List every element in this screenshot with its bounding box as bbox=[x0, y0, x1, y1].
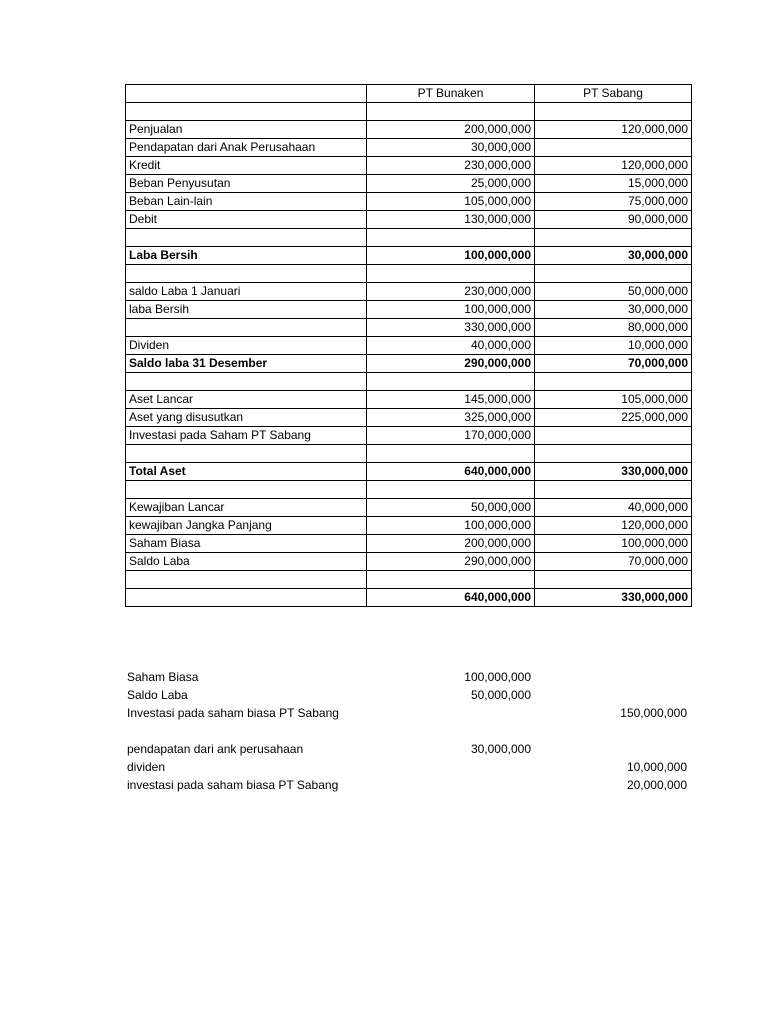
journal-entry bbox=[125, 686, 691, 704]
value-sabang: 90,000,000 bbox=[535, 211, 692, 229]
value-sabang: 75,000,000 bbox=[535, 193, 692, 211]
value-bunaken: 290,000,000 bbox=[367, 355, 535, 373]
journal-account: pendapatan dari ank perusahaan bbox=[127, 742, 304, 756]
value-sabang bbox=[535, 103, 692, 121]
row-label: Laba Bersih bbox=[126, 247, 367, 265]
value-bunaken bbox=[367, 373, 535, 391]
value-bunaken: 290,000,000 bbox=[367, 553, 535, 571]
value-bunaken bbox=[367, 103, 535, 121]
table-row bbox=[126, 247, 692, 265]
header-pt-bunaken: PT Bunaken bbox=[367, 85, 535, 103]
table-row bbox=[126, 319, 692, 337]
journal-entry bbox=[125, 740, 691, 758]
value-sabang: 30,000,000 bbox=[535, 301, 692, 319]
value-sabang: 105,000,000 bbox=[535, 391, 692, 409]
journal-debit: 30,000,000 bbox=[470, 742, 531, 756]
value-sabang bbox=[535, 229, 692, 247]
journal-entries bbox=[125, 668, 691, 794]
value-bunaken: 200,000,000 bbox=[367, 535, 535, 553]
value-sabang: 15,000,000 bbox=[535, 175, 692, 193]
value-bunaken: 640,000,000 bbox=[367, 463, 535, 481]
journal-spacer bbox=[125, 722, 691, 740]
table-row bbox=[126, 139, 692, 157]
table-row bbox=[126, 391, 692, 409]
table-row bbox=[126, 373, 692, 391]
journal-account: Investasi pada saham biasa PT Sabang bbox=[127, 706, 339, 720]
table-row bbox=[126, 193, 692, 211]
row-label bbox=[126, 229, 367, 247]
row-label: Beban Penyusutan bbox=[126, 175, 367, 193]
header-label-cell bbox=[126, 85, 367, 103]
value-bunaken: 50,000,000 bbox=[367, 499, 535, 517]
journal-credit: 10,000,000 bbox=[626, 760, 687, 774]
row-label: Kredit bbox=[126, 157, 367, 175]
value-sabang bbox=[535, 481, 692, 499]
table-row bbox=[126, 409, 692, 427]
table-row bbox=[126, 463, 692, 481]
value-bunaken: 230,000,000 bbox=[367, 283, 535, 301]
table-row bbox=[126, 553, 692, 571]
row-label: Aset yang disusutkan bbox=[126, 409, 367, 427]
value-sabang: 330,000,000 bbox=[535, 463, 692, 481]
value-bunaken: 100,000,000 bbox=[367, 301, 535, 319]
row-label: Saldo Laba bbox=[126, 553, 367, 571]
row-label bbox=[126, 481, 367, 499]
journal-account: dividen bbox=[127, 760, 166, 774]
value-bunaken: 640,000,000 bbox=[367, 589, 535, 607]
value-bunaken bbox=[367, 445, 535, 463]
value-sabang: 40,000,000 bbox=[535, 499, 692, 517]
journal-credit: 20,000,000 bbox=[626, 778, 687, 792]
row-label: Pendapatan dari Anak Perusahaan bbox=[126, 139, 367, 157]
table-row bbox=[126, 103, 692, 121]
value-sabang: 10,000,000 bbox=[535, 337, 692, 355]
journal-account: Saldo Laba bbox=[127, 688, 188, 702]
table-row bbox=[126, 445, 692, 463]
journal-debit: 100,000,000 bbox=[464, 670, 531, 684]
journal-entry bbox=[125, 704, 691, 722]
table-row bbox=[126, 283, 692, 301]
table-row bbox=[126, 265, 692, 283]
table-row bbox=[126, 301, 692, 319]
value-bunaken: 25,000,000 bbox=[367, 175, 535, 193]
row-label: laba Bersih bbox=[126, 301, 367, 319]
value-bunaken: 170,000,000 bbox=[367, 427, 535, 445]
value-sabang: 120,000,000 bbox=[535, 157, 692, 175]
value-sabang: 80,000,000 bbox=[535, 319, 692, 337]
table-row bbox=[126, 175, 692, 193]
value-sabang bbox=[535, 373, 692, 391]
row-label: Aset Lancar bbox=[126, 391, 367, 409]
value-sabang bbox=[535, 571, 692, 589]
value-bunaken: 145,000,000 bbox=[367, 391, 535, 409]
table-row bbox=[126, 157, 692, 175]
table-row bbox=[126, 589, 692, 607]
row-label bbox=[126, 571, 367, 589]
journal-entry bbox=[125, 758, 691, 776]
value-sabang: 50,000,000 bbox=[535, 283, 692, 301]
value-bunaken bbox=[367, 481, 535, 499]
row-label bbox=[126, 319, 367, 337]
row-label: Total Aset bbox=[126, 463, 367, 481]
value-sabang bbox=[535, 265, 692, 283]
row-label: kewajiban Jangka Panjang bbox=[126, 517, 367, 535]
row-label: Kewajiban Lancar bbox=[126, 499, 367, 517]
value-sabang: 100,000,000 bbox=[535, 535, 692, 553]
table-row bbox=[126, 355, 692, 373]
table-row bbox=[126, 121, 692, 139]
value-sabang: 70,000,000 bbox=[535, 553, 692, 571]
financial-table bbox=[125, 84, 692, 607]
header-pt-sabang: PT Sabang bbox=[535, 85, 692, 103]
table-row bbox=[126, 337, 692, 355]
journal-account: Saham Biasa bbox=[127, 670, 199, 684]
row-label: Saldo laba 31 Desember bbox=[126, 355, 367, 373]
value-bunaken: 330,000,000 bbox=[367, 319, 535, 337]
value-bunaken bbox=[367, 265, 535, 283]
value-sabang bbox=[535, 139, 692, 157]
value-bunaken: 105,000,000 bbox=[367, 193, 535, 211]
value-bunaken: 200,000,000 bbox=[367, 121, 535, 139]
value-sabang: 70,000,000 bbox=[535, 355, 692, 373]
row-label bbox=[126, 589, 367, 607]
value-bunaken: 30,000,000 bbox=[367, 139, 535, 157]
row-label: Saham Biasa bbox=[126, 535, 367, 553]
value-sabang: 120,000,000 bbox=[535, 517, 692, 535]
value-sabang: 120,000,000 bbox=[535, 121, 692, 139]
table-row bbox=[126, 499, 692, 517]
table-row bbox=[126, 517, 692, 535]
journal-entry bbox=[125, 776, 691, 794]
row-label bbox=[126, 445, 367, 463]
value-bunaken: 130,000,000 bbox=[367, 211, 535, 229]
value-sabang: 30,000,000 bbox=[535, 247, 692, 265]
value-sabang bbox=[535, 427, 692, 445]
value-sabang: 330,000,000 bbox=[535, 589, 692, 607]
journal-debit: 50,000,000 bbox=[470, 688, 531, 702]
table-row bbox=[126, 229, 692, 247]
row-label: Investasi pada Saham PT Sabang bbox=[126, 427, 367, 445]
table-row bbox=[126, 481, 692, 499]
row-label: Beban Lain-lain bbox=[126, 193, 367, 211]
value-sabang bbox=[535, 445, 692, 463]
table-header-row bbox=[126, 85, 692, 103]
row-label: Debit bbox=[126, 211, 367, 229]
row-label bbox=[126, 265, 367, 283]
value-bunaken bbox=[367, 571, 535, 589]
row-label: Penjualan bbox=[126, 121, 367, 139]
value-bunaken: 100,000,000 bbox=[367, 247, 535, 265]
journal-credit: 150,000,000 bbox=[620, 706, 687, 720]
journal-account: investasi pada saham biasa PT Sabang bbox=[127, 778, 339, 792]
value-bunaken: 230,000,000 bbox=[367, 157, 535, 175]
table-row bbox=[126, 427, 692, 445]
table-row bbox=[126, 211, 692, 229]
value-bunaken: 40,000,000 bbox=[367, 337, 535, 355]
value-bunaken bbox=[367, 229, 535, 247]
value-bunaken: 325,000,000 bbox=[367, 409, 535, 427]
row-label bbox=[126, 373, 367, 391]
value-sabang: 225,000,000 bbox=[535, 409, 692, 427]
row-label: saldo Laba 1 Januari bbox=[126, 283, 367, 301]
row-label bbox=[126, 103, 367, 121]
table-row bbox=[126, 571, 692, 589]
value-bunaken: 100,000,000 bbox=[367, 517, 535, 535]
table-row bbox=[126, 535, 692, 553]
row-label: Dividen bbox=[126, 337, 367, 355]
journal-entry bbox=[125, 668, 691, 686]
